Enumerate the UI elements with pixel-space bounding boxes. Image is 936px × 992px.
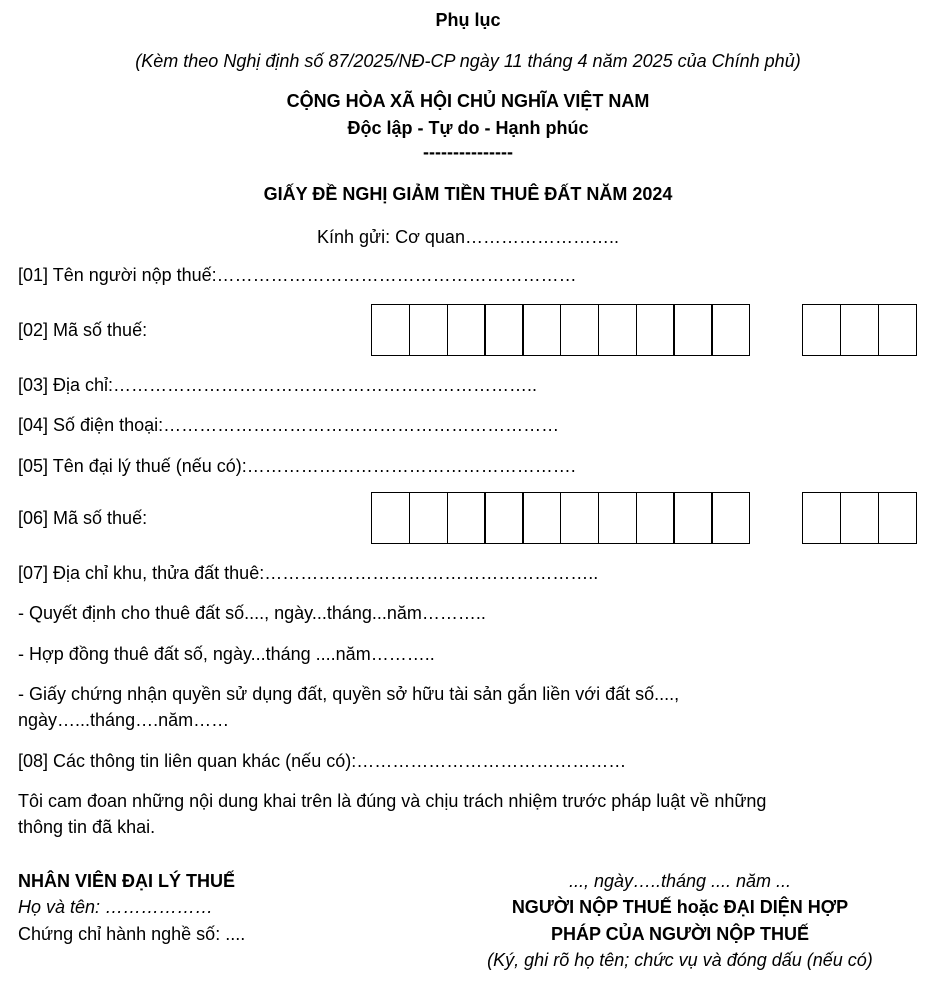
document-title: GIẤY ĐỀ NGHỊ GIẢM TIỀN THUÊ ĐẤT NĂM 2024 (263, 184, 673, 204)
taxpayer-signature-note: (Ký, ghi rõ họ tên; chức vụ và đóng dấu (nếu có) (487, 950, 873, 970)
agent-tax-code-digit-box[interactable] (371, 492, 410, 544)
agent-tax-code-digit-box[interactable] (636, 492, 675, 544)
signature-date-line: ..., ngày…..tháng .... năm ... (568, 871, 792, 891)
appendix-subtitle: (Kèm theo Nghị định số 87/2025/NĐ-CP ngày 11 tháng 4 năm 2025 của Chính phủ) (135, 51, 801, 71)
field-07-land-address: [07] Địa chỉ khu, thửa đất thuê:……………………………………………….. (18, 563, 599, 583)
tax-code-digit-box[interactable] (484, 304, 523, 356)
tax-code-digit-box[interactable] (598, 304, 637, 356)
tax-code-digit-box[interactable] (560, 304, 599, 356)
declaration-line1: Tôi cam đoan những nội dung khai trên là đúng và chịu trách nhiệm trước pháp luật về những (18, 791, 767, 811)
field-06-tax-code-boxes[interactable] (371, 492, 750, 544)
tax-code-digit-box[interactable] (371, 304, 410, 356)
agent-tax-code-digit-box[interactable] (560, 492, 599, 544)
field-06-tax-code-suffix-boxes[interactable] (802, 492, 917, 544)
tax-code-digit-box[interactable] (711, 304, 750, 356)
tax-agent-practice-certificate: Chứng chỉ hành nghề số: .... (18, 924, 246, 944)
agent-tax-code-suffix-box[interactable] (802, 492, 841, 544)
land-lease-decision: - Quyết định cho thuê đất số...., ngày...tháng...năm……….. (18, 603, 486, 623)
field-02-tax-code-boxes[interactable] (371, 304, 750, 356)
tax-code-digit-box[interactable] (522, 304, 561, 356)
agent-tax-code-digit-box[interactable] (447, 492, 486, 544)
agent-tax-code-suffix-box[interactable] (878, 492, 917, 544)
agent-tax-code-digit-box[interactable] (673, 492, 712, 544)
land-use-certificate-line2: ngày…...tháng….năm…… (18, 710, 230, 730)
tax-code-digit-box[interactable] (409, 304, 448, 356)
field-03-address: [03] Địa chỉ:…………………………………………………………….. (18, 375, 538, 395)
tax-code-digit-box[interactable] (673, 304, 712, 356)
declaration-line2: thông tin đã khai. (18, 817, 156, 837)
field-04-phone: [04] Số điện thoại:………………………………………………………… (18, 415, 560, 435)
land-use-certificate-line1: - Giấy chứng nhận quyền sử dụng đất, quyền sở hữu tài sản gắn liền với đất số...., (18, 684, 680, 704)
field-02-tax-code-suffix-boxes[interactable] (802, 304, 917, 356)
national-motto: Độc lập - Tự do - Hạnh phúc (347, 118, 589, 138)
motto-separator: --------------- (423, 142, 513, 162)
tax-code-digit-box[interactable] (447, 304, 486, 356)
tax-agent-staff-title: NHÂN VIÊN ĐẠI LÝ THUẾ (18, 871, 236, 891)
appendix-title: Phụ lục (435, 10, 501, 30)
tax-agent-staff-name: Họ và tên: ……………… (18, 897, 214, 917)
recipient-line: Kính gửi: Cơ quan…………………….. (317, 227, 619, 247)
tax-code-suffix-box[interactable] (802, 304, 841, 356)
tax-code-suffix-box[interactable] (878, 304, 917, 356)
agent-tax-code-digit-box[interactable] (598, 492, 637, 544)
agent-tax-code-digit-box[interactable] (409, 492, 448, 544)
field-02-tax-code-label: [02] Mã số thuế: (18, 320, 148, 340)
agent-tax-code-digit-box[interactable] (711, 492, 750, 544)
agent-tax-code-suffix-box[interactable] (840, 492, 879, 544)
taxpayer-signature-title-line1: NGƯỜI NỘP THUẾ hoặc ĐẠI DIỆN HỢP (511, 897, 849, 917)
field-06-tax-code-label: [06] Mã số thuế: (18, 508, 148, 528)
land-lease-contract: - Hợp đồng thuê đất số, ngày...tháng ....năm……….. (18, 644, 435, 664)
field-01-taxpayer-name: [01] Tên người nộp thuế:…………………………………………………… (18, 265, 577, 285)
national-title: CỘNG HÒA XÃ HỘI CHỦ NGHĨA VIỆT NAM (286, 91, 650, 111)
agent-tax-code-digit-box[interactable] (522, 492, 561, 544)
agent-tax-code-digit-box[interactable] (484, 492, 523, 544)
tax-code-digit-box[interactable] (636, 304, 675, 356)
taxpayer-signature-title-line2: PHÁP CỦA NGƯỜI NỘP THUẾ (551, 924, 809, 944)
tax-code-suffix-box[interactable] (840, 304, 879, 356)
field-08-other-info: [08] Các thông tin liên quan khác (nếu có):……………………………………… (18, 751, 627, 771)
field-05-tax-agent-name: [05] Tên đại lý thuế (nếu có):………………………………………………. (18, 456, 576, 476)
